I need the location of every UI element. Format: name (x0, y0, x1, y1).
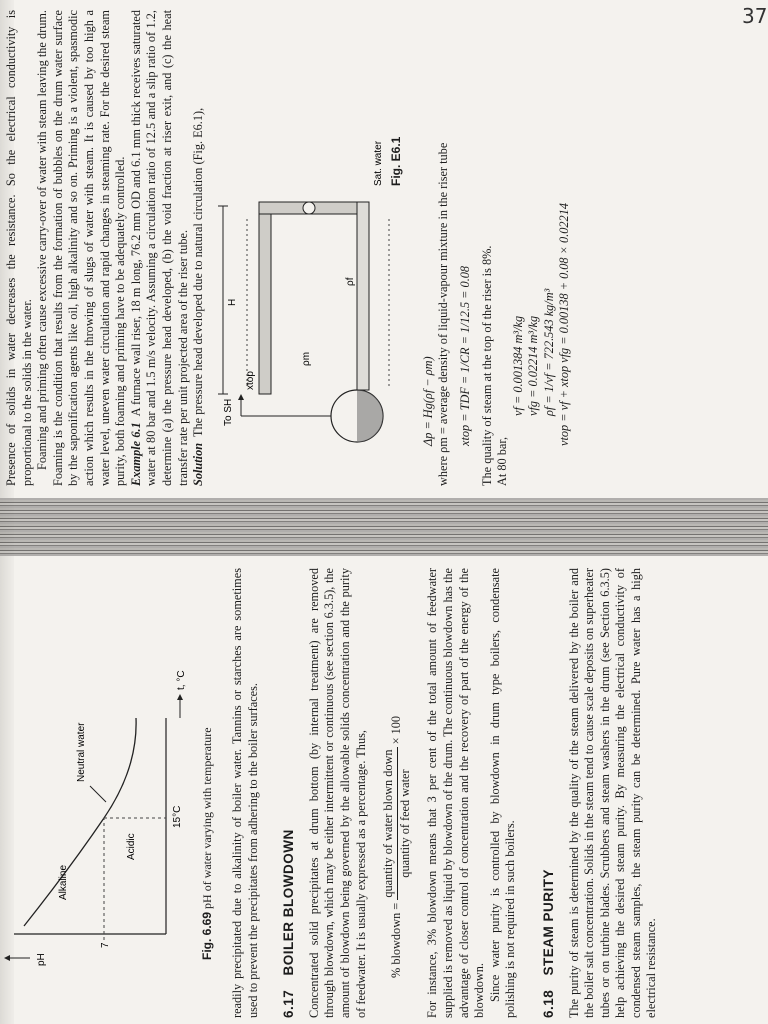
chart-y-label: pH (36, 953, 47, 966)
right-column (0, 10, 768, 486)
figure-6-69-caption (200, 727, 216, 960)
left-column (0, 568, 768, 1018)
chart-label-alkaline: Alkaline (58, 864, 69, 900)
pressure-head-equation: Δp = Hg(ρf − ρm) (420, 356, 435, 446)
chart-tick-15c: 15°C (172, 805, 183, 828)
figure-6-69-caption-text: pH of water varying with temperature (200, 727, 214, 909)
blowdown-equation-lhs: % blowdown = (389, 902, 404, 978)
section-6-18-title: STEAM PURITY (540, 868, 556, 976)
figure-e6-1-caption: Fig. E6.1 (388, 136, 403, 186)
page-number: 37 (742, 4, 768, 28)
rho-f-value: ρf = 1/vf = 722.543 kg/m³ (541, 288, 556, 416)
to-sh-arrowhead (238, 394, 244, 400)
paragraph-foaming-priming: Foaming and priming often cause excessive carry-over of water with steam leaving the drum. Foaming is the condition that results from the formation of bubbles on the drum water surface by the saponification agents like oil, high alkalinity and so on. Priming is a violent, spasmodic action which results in the throwing of slugs of water with steam. It is caused by too high a water level, uneven water circulation and rapid changes in steaming rate. For the desired steam purity, both foaming and priming have to be adequately controlled. (35, 10, 128, 486)
example-6-1-label: Example 6.1 (128, 422, 143, 486)
riser-drum-diagram (213, 10, 393, 486)
example-6-1 (129, 10, 191, 486)
riser-tube (259, 214, 271, 394)
paragraph-blowdown-intro: Concentrated solid precipitates at drum bottom (by internal treatment) are removed through blowdown, which may be either intermittent or continuous (see section 6.3.5), the amount of blowdown being governed by the allowable solids concentration and the purity of feedwater. It is usually expressed as a percentage. Thus, (306, 568, 368, 1018)
section-6-17-heading (281, 568, 297, 1018)
section-6-18-number: 6.18 (540, 989, 556, 1018)
blowdown-fraction-denominator: quantity of feed water (397, 769, 412, 878)
solution-label: Solution (191, 442, 206, 486)
figure-6-69-number: Fig. 6.69 (200, 911, 214, 960)
rho-m-definition: where ρm = average density of liquid-vapour mixture in the riser tube (436, 142, 451, 486)
chart-label-acidic: Acidic (126, 833, 137, 860)
blowdown-equation (381, 568, 413, 978)
chart-x-label: t, °C (176, 670, 187, 690)
downcomer-tube (357, 202, 369, 390)
height-label: H (226, 298, 238, 306)
section-6-18-heading (541, 568, 557, 1018)
vf-value: vf = 0.001384 m³/kg (510, 315, 525, 416)
sat-water-label: Sat. water (372, 140, 384, 186)
ph-temperature-chart (0, 568, 222, 1018)
paragraph-solids-resistance: Presence of solids in water decreases the resistance. So the electrical conductivity is proportional to the solids in the water. (4, 10, 34, 486)
rho-f-label: ρf (344, 277, 356, 286)
drum-water-level (357, 390, 383, 442)
chart-label-neutral: Neutral water (76, 722, 87, 782)
solution (191, 10, 207, 486)
blowdown-fraction (381, 747, 413, 899)
paragraph-alkalinity: readily precipitated due to alkalinity of boiler water. Tannins or starches are sometimes used to prevent the precipitates from adhering to the boiler surfaces. (230, 568, 260, 1018)
rho-m-label: ρm (300, 351, 312, 366)
steam-quality-statement: The quality of steam at the top of the riser is 8%. (479, 245, 494, 486)
y-axis-arrowhead (4, 955, 10, 961)
section-6-17-title: BOILER BLOWDOWN (281, 829, 297, 976)
xtop-equation: xtop = TDF = 1/CR = 1/12.5 = 0.08 (457, 265, 472, 446)
binding-gutter-shadow (0, 498, 768, 556)
blowdown-fraction-numerator: quantity of water blown down (381, 747, 398, 899)
blowdown-equation-multiplier: × 100 (389, 715, 404, 745)
paragraph-steam-purity: The purity of steam is determined by the quality of the steam delivered by the boiler and the boiler salt concentration. Solids in the steam tend to cause scale deposits on superheater tubes or on turbine blades. Scrubbers and steam washers in the drum (see Section 6.3.5) help achieving the desired steam purity. By measuring the electrical conductivity of condensed steam samples, the steam purity can be determined. Pure water has a high electrical resistance. (566, 568, 659, 1018)
section-6-17-number: 6.17 (281, 989, 297, 1018)
figure-e6-1 (213, 10, 413, 486)
figure-6-69 (0, 568, 222, 1018)
xtop-label: xtop (244, 371, 256, 390)
vtop-equation: vtop = vf + xtop vfg = 0.00138 + 0.08 × 0.02214 (557, 203, 572, 446)
chart-tick-7: 7 (100, 942, 111, 948)
paragraph-blowdown-example: For instance, 3% blowdown means that 3 per cent of the total amount of feedwater supplied is removed as liquid by blowdown of the drum. The continuous blowdown has the advantage of closer control of concentration and the recovery of part of the energy of the blowdown. (425, 568, 487, 1018)
vfg-value: vfg = 0.02214 m³/kg (526, 315, 541, 416)
to-sh-label: To SH (222, 398, 234, 426)
solution-text: The pressure head developed due to natural circulation (Fig. E6.1), (191, 107, 206, 437)
example-6-1-text: A furnace wall riser, 18 m long, 76.2 mm OD and 6.1 mm thick receives saturated water at 80 bar and 1.5 m/s velocity. Assuming a circulation ratio of 12.5 and a slip ratio of 1.2, determine (a) the pressure head developed, (b) the void fraction at riser exit, and (c) the heat transfer rate per unit projected area of the riser tube. (128, 10, 190, 486)
x-axis-arrowhead (177, 694, 183, 700)
neutral-water-pointer (90, 786, 106, 802)
at-80-bar: At 80 bar, (495, 436, 510, 486)
paragraph-blowdown-condensate: Since water purity is controlled by blowdown in drum type boilers, condensate polishing is not required in such boilers. (487, 568, 518, 1018)
header-fitting (303, 202, 315, 214)
